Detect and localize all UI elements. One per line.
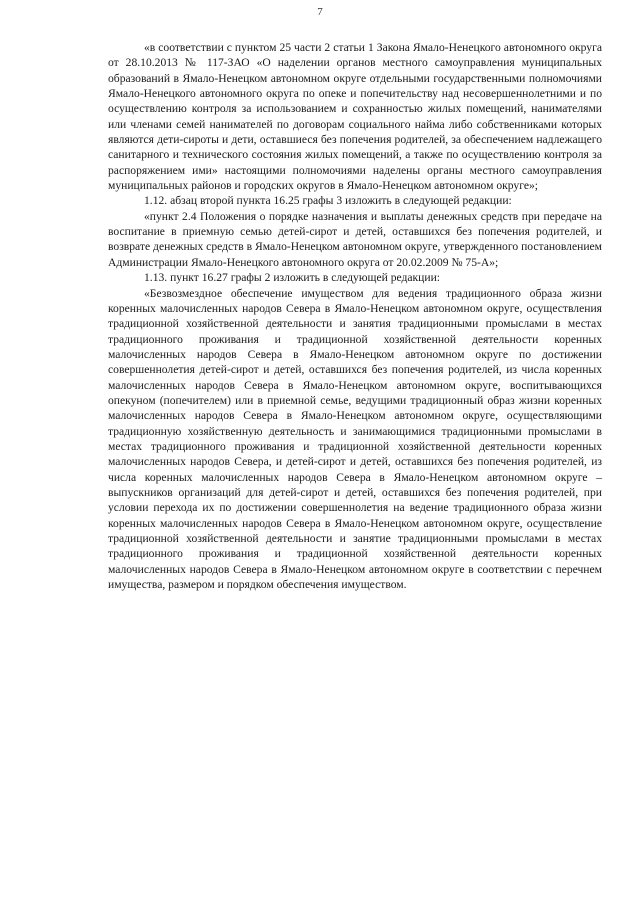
paragraph-quote-property-provision: «Безвозмездное обеспечение имуществом для ведения традиционного образа жизни коренных малочисленных народов Севера в Ямало-Ненецком автономном округе, осуществления традиционной хозяйственной деятельности и занятия традиционными промыслами в местах традиционного проживания и традиционной хозяйственной деятельности коренных малочисленных народов Севера в Ямало-Ненецком автономном округе по достижении совершеннолетия детей-сирот и детей, оставшихся без попечения родителей, из числа коренных малочисленных народов Севера в Ямало-Ненецком автономном округе, воспитывающихся опекуном (попечителем) или в приемной семье, ведущими традиционный образ жизни коренных малочисленных народов Севера в Ямало-Ненецком автономном округе, осуществляющими традиционную хозяйственную деятельность и занимающимися традиционными промыслами в местах традиционного проживания и традиционной хозяйственной деятельности коренных малочисленных народов Севера, и детей-сирот и детей, оставшихся без попечения родителей, из числа коренных малочисленных народов Севера в Ямало-Ненецком автономном округе – выпускников организаций для детей-сирот и детей, оставшихся без попечения родителей, при условии перехода их по достижении совершеннолетия на ведение традиционного образа жизни коренных малочисленных народов Севера в Ямало-Ненецком автономном округе, осуществление традиционной хозяйственной деятельности и занятие традиционными промыслами в местах традиционного проживания и традиционной хозяйственной деятельности коренных малочисленных народов Севера в Ямало-Ненецком автономном округе в соответствии с перечнем имущества, размером и порядком обеспечения имуществом.	[108, 286, 602, 592]
paragraph-item-1-12: 1.12. абзац второй пункта 16.25 графы 3 изложить в следующей редакции:	[144, 194, 512, 208]
page-number: 7	[317, 6, 323, 18]
paragraph-item-1-13: 1.13. пункт 16.27 графы 2 изложить в следующей редакции:	[144, 271, 440, 285]
paragraph-quote-regulation: «пункт 2.4 Положения о порядке назначения и выплаты денежных средств при передаче на воспитание в приемную семью детей-сирот и детей, оставшихся без попечения родителей, и возврате денежных средств в Ямало-Ненецком автономном округе, утвержденного постановлением Администрации Ямало-Ненецкого автономного округа от 20.02.2009 № 75-А»;	[108, 209, 602, 269]
document-body	[108, 40, 602, 592]
paragraph-quote-law-reference: «в соответствии с пунктом 25 части 2 статьи 1 Закона Ямало-Ненецкого автономного округа от 28.10.2013 № 117-ЗАО «О наделении органов местного самоуправления муниципальных образований в Ямало-Ненецком автономном округе отдельными государственными полномочиями Ямало-Ненецкого автономного округа по опеке и попечительству над несовершеннолетними и по осуществлению контроля за использованием и сохранностью жилых помещений, нанимателями или членами семей нанимателей по договорам социального найма либо собственниками которых являются дети-сироты и дети, оставшиеся без попечения родителей, за обеспечением надлежащего санитарного и технического состояния жилых помещений, а также по осуществлению контроля за распоряжением ими» настоящими полномочиями наделены органы местного самоуправления муниципальных районов и городских округов в Ямало-Ненецком автономном округе»;	[108, 41, 602, 193]
